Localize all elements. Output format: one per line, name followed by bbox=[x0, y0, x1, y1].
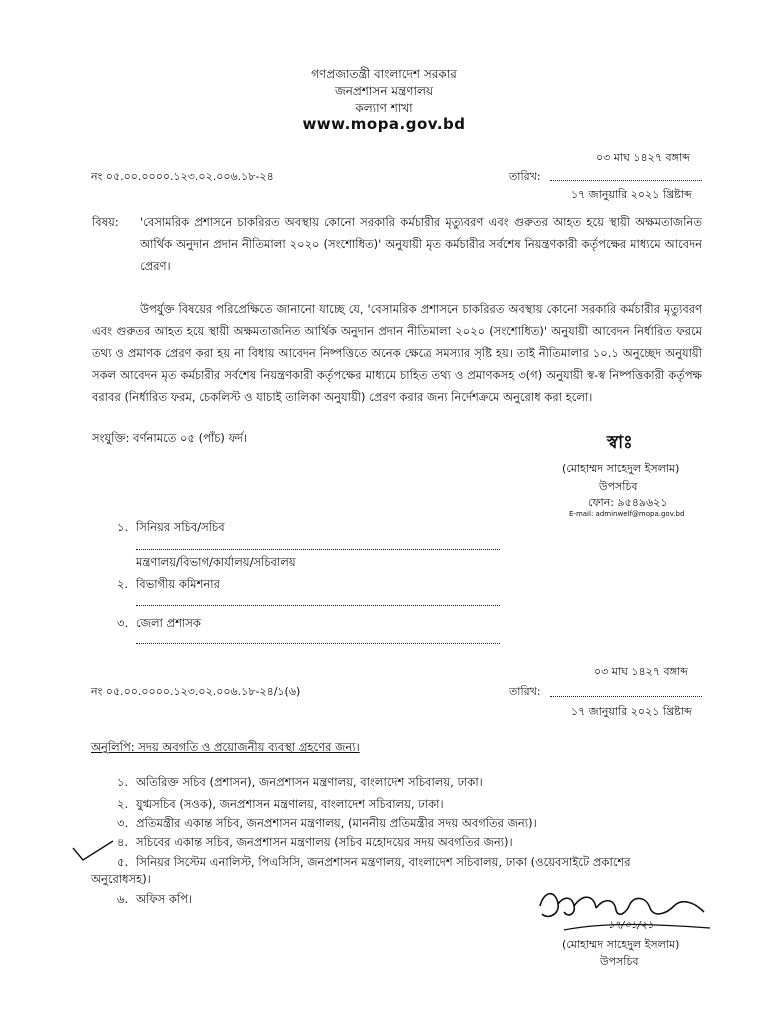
copy-item-number: ৪. bbox=[117, 835, 129, 849]
copy-item-text: সিনিয়র সিস্টেম এনালিস্ট, পিএসিসি, জনপ্রশাসন মন্ত্রণালয়, বাংলাদেশ সচিবালয়, ঢাকা (ওয়েবসাইটে প্রকাশের bbox=[136, 855, 631, 869]
recipient-number: ১. bbox=[117, 520, 129, 534]
govt-title: গণপ্রজাতন্ত্রী বাংলাদেশ সরকার bbox=[311, 67, 457, 81]
copy-item-number: ৩. bbox=[117, 816, 129, 830]
recipient-blank-line bbox=[136, 549, 500, 550]
recipient-number: ২. bbox=[117, 577, 129, 591]
copy-item-text: অফিস কপি। bbox=[136, 892, 193, 906]
ministry-name: জনপ্রশাসন মন্ত্রণালয় bbox=[334, 84, 434, 98]
copy-item-number: ৬. bbox=[117, 892, 129, 906]
website: www.mopa.gov.bd bbox=[302, 115, 466, 133]
attachment-line: সংযুক্তি: বর্ণনামতে ০৫ (পাঁচ) ফর্দ। bbox=[92, 431, 248, 445]
recipient-blank-line bbox=[136, 643, 500, 644]
recipient-blank-line bbox=[136, 605, 500, 606]
tick-mark-icon bbox=[71, 838, 115, 864]
body-paragraph: উপর্যুক্ত বিষয়ের পরিপ্রেক্ষিতে জানানো যাচ্ছে যে, 'বেসামরিক প্রশাসনে চাকরিরত অবস্থায় কোনো সরকারি কর্মচারীর মৃত্যুবরণ এবং গুরুতর আহত হয়ে স্থায়ী অক্ষমতাজনিত আর্থিক অনুদান প্রদান নীতিমালা ২০২০ (সংশোধিত)' অনুযায়ী আবেদন নির্ধারিত ফরমে তথ্য ও প্রমাণক প্রেরণ করা হয় না বিধায় আবেদন নিষ্পত্তিতে অনেক ক্ষেত্রে সমস্যার সৃষ্টি হয়। তাই নীতিমালার ১০.১ অনুচ্ছেদ অনুযায়ী সকল আবেদন মৃত কর্মচারীর সর্বশেষ নিয়ন্ত্রণকারী কর্তৃপক্ষের মাধ্যমে চাহিত তথ্য ও প্রমাণকসহ ৩(গ) অনুযায়ী স্ব-স্ব নিষ্পত্তিকারী কর্তৃপক্ষ বরাবর (নির্ধারিত ফরম, চেকলিস্ট ও যাচাই তালিকা অনুযায়ী) প্রেরণ করার জন্য নির্দেশক্রমে অনুরোধ করা হলো। bbox=[92, 302, 702, 404]
signer2-name: (মোহাম্মদ সাহেদুল ইসলাম) bbox=[562, 938, 680, 951]
signer-name: (মোহাম্মদ সাহেদুল ইসলাম) bbox=[562, 462, 680, 475]
copy-item-number: ১. bbox=[117, 775, 129, 789]
memo1-number: নং ০৫.০০.০০০০.১২৩.০২.০০৬.১৮-২৪ bbox=[91, 170, 274, 183]
subject-label: বিষয়: bbox=[92, 215, 119, 229]
signer-email: E-mail: adminwelf@mopa.gov.bd bbox=[569, 510, 685, 518]
memo2-date-label: তারিখ: bbox=[509, 685, 541, 698]
copy-item-text: প্রতিমন্ত্রীর একান্ত সচিব, জনপ্রশাসন মন্ত্রণালয়, (মাননীয় প্রতিমন্ত্রীর সদয় অবগতির জন্য)। bbox=[136, 816, 537, 830]
memo1-date-bangla: ০৩ মাঘ ১৪২৭ বঙ্গাব্দ bbox=[596, 151, 690, 164]
memo1-date-english: ১৭ জানুয়ারি ২০২১ খ্রিষ্টাব্দ bbox=[571, 188, 692, 201]
recipient-title: জেলা প্রশাসক bbox=[136, 616, 201, 630]
memo2-date-bangla: ০৩ মাঘ ১৪২৭ বঙ্গাব্দ bbox=[594, 665, 688, 678]
memo1-date-rule bbox=[550, 180, 702, 181]
copy-item-number: ২. bbox=[117, 797, 129, 811]
copy-heading: অনুলিপি: সদয় অবগতি ও প্রয়োজনীয় ব্যবস্থা গ্রহণের জন্য। bbox=[91, 740, 360, 754]
memo2-date-rule bbox=[550, 696, 702, 697]
memo2-number: নং ০৫.০০.০০০০.১২৩.০২.০০৬.১৮-২৪/১(৬) bbox=[91, 685, 301, 698]
signer-designation: উপসচিব bbox=[599, 480, 638, 493]
signature-mark: স্বাঃ bbox=[607, 432, 635, 453]
copy-item-continuation: অনুরোধসহ)। bbox=[91, 872, 151, 886]
recipient-title: সিনিয়র সচিব/সচিব bbox=[136, 520, 225, 534]
recipient-title: বিভাগীয় কমিশনার bbox=[136, 577, 220, 591]
memo2-date-english: ১৭ জানুয়ারি ২০২১ খ্রিষ্টাব্দ bbox=[571, 705, 692, 718]
copy-item-text: যুগ্মসচিব (সওক), জনপ্রশাসন মন্ত্রণালয়, বাংলাদেশ সচিবালয়, ঢাকা। bbox=[136, 797, 444, 811]
recipient-subtitle: মন্ত্রণালয়/বিভাগ/কার্যালয়/সচিবালয় bbox=[136, 555, 296, 569]
copy-item-number: ৫. bbox=[117, 855, 129, 869]
subject-text: 'বেসামরিক প্রশাসনে চাকরিরত অবস্থায় কোনো সরকারি কর্মচারীর মৃত্যুবরণ এবং গুরুতর আহত হয়ে স্থায়ী অক্ষমতাজনিত আর্থিক অনুদান প্রদান নীতিমালা ২০২০ (সংশোধিত)' অনুযায়ী মৃত কর্মচারীর সর্বশেষ নিয়ন্ত্রণকারী কর্তৃপক্ষের মাধ্যমে আবেদন প্রেরণ। bbox=[140, 215, 702, 273]
signature-date: ১৭/০১/২১ bbox=[608, 920, 654, 931]
copy-item-text: সচিবের একান্ত সচিব, জনপ্রশাসন মন্ত্রণালয় (সচিব মহোদয়ের সদয় অবগতির জন্য)। bbox=[136, 835, 513, 849]
signer2-designation: উপসচিব bbox=[600, 955, 639, 968]
copy-item-text: অতিরিক্ত সচিব (প্রশাসন), জনপ্রশাসন মন্ত্রণালয়, বাংলাদেশ সচিবালয়, ঢাকা। bbox=[136, 775, 483, 789]
recipient-number: ৩. bbox=[117, 616, 129, 630]
signer-phone: ফোন: ৯৫৪৯৬২১ bbox=[588, 496, 668, 509]
branch-name: কল্যাণ শাখা bbox=[355, 101, 413, 115]
memo1-date-label: তারিখ: bbox=[509, 170, 541, 183]
